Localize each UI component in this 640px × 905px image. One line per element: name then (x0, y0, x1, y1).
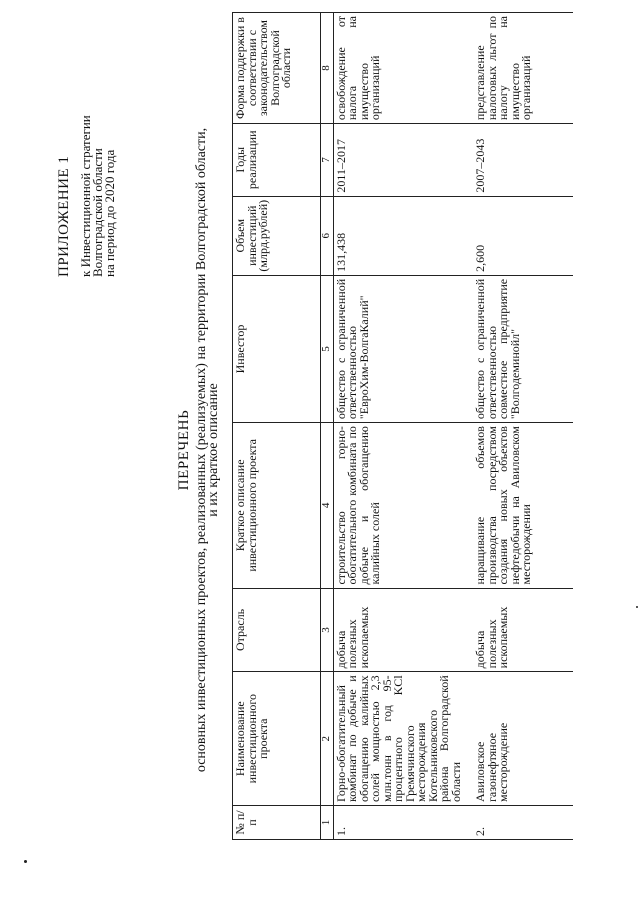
table-row (473, 13, 573, 840)
column-number: 8 (321, 13, 334, 124)
header-num: № п/п (233, 806, 321, 840)
header-years: Годы реализации (233, 124, 321, 197)
heading-line-2: и их краткое описание (206, 383, 221, 517)
heading-line-1: основных инвестиционных проектов, реализованных (реализуемых) на территории Волгоградской области, (194, 127, 209, 773)
heading-title: ПЕРЕЧЕНЬ (176, 409, 192, 491)
appendix-line-3: на период до 2020 года (102, 149, 117, 277)
header-name: Наименование инвестиционного проекта (233, 672, 321, 806)
row-support: представление налоговых льгот по налогу на имущество организаций (473, 13, 573, 124)
column-number: 6 (321, 196, 334, 275)
row-num: 2. (473, 806, 573, 840)
header-description: Краткое описание инвестиционного проекта (233, 423, 321, 588)
column-number: 7 (321, 124, 334, 197)
header-support: Форма поддержки в соответствии с законодательством Волгоградской области (233, 13, 321, 124)
column-number: 5 (321, 275, 334, 422)
column-number: 3 (321, 588, 334, 672)
column-number: 4 (321, 423, 334, 588)
scan-speck (24, 860, 27, 863)
row-investor: общество с ограниченной ответственностью совместное предприятие "Волгодеминойл" (473, 275, 573, 422)
column-number: 1 (321, 806, 334, 840)
row-industry: добыча полезных ископаемых (473, 588, 573, 672)
projects-table (232, 12, 573, 840)
header-row (233, 13, 321, 840)
row-project-name: Авиловское газонефтяное месторождение (473, 672, 573, 806)
row-years: 2011–2017 (333, 124, 473, 197)
appendix-block (58, 27, 116, 277)
row-project-name: Горно-обогатительный комбинат по добыче и обогащению калийных солей мощностью 2,3 млн.тонн в год 95-процентного KCl Гремячинского месторождения Котельниковского района Волгоградской области (333, 672, 473, 806)
row-investment: 131,438 (333, 196, 473, 275)
header-investment: Объем инвестиций (млрд.рублей) (233, 196, 321, 275)
column-number: 2 (321, 672, 334, 806)
row-years: 2007–2043 (473, 124, 573, 197)
table-row (333, 13, 473, 840)
row-description: строительство горно-обогатительного комбината по добыче и обогащению калийных солей (333, 423, 473, 588)
row-support: освобождение от налога на имущество организаций (333, 13, 473, 124)
appendix-line-1: к Инвестиционной стратегии (78, 115, 93, 277)
row-description: наращивание объемов производства посредством создания новых объектов нефтедобычи на Авиловском месторождении (473, 423, 573, 588)
row-num: 1. (333, 806, 473, 840)
header-investor: Инвестор (233, 275, 321, 422)
column-number-row (321, 13, 334, 840)
header-industry: Отрасль (233, 588, 321, 672)
row-investment: 2,600 (473, 196, 573, 275)
row-investor: общество с ограниченной ответственностью "ЕвроХим-ВолгаКалий" (333, 275, 473, 422)
scan-speck (636, 606, 638, 608)
document-heading (178, 55, 220, 845)
appendix-line-2: Волгоградской области (90, 148, 105, 277)
appendix-title: ПРИЛОЖЕНИЕ 1 (56, 155, 72, 277)
row-industry: добыча полезных ископаемых (333, 588, 473, 672)
